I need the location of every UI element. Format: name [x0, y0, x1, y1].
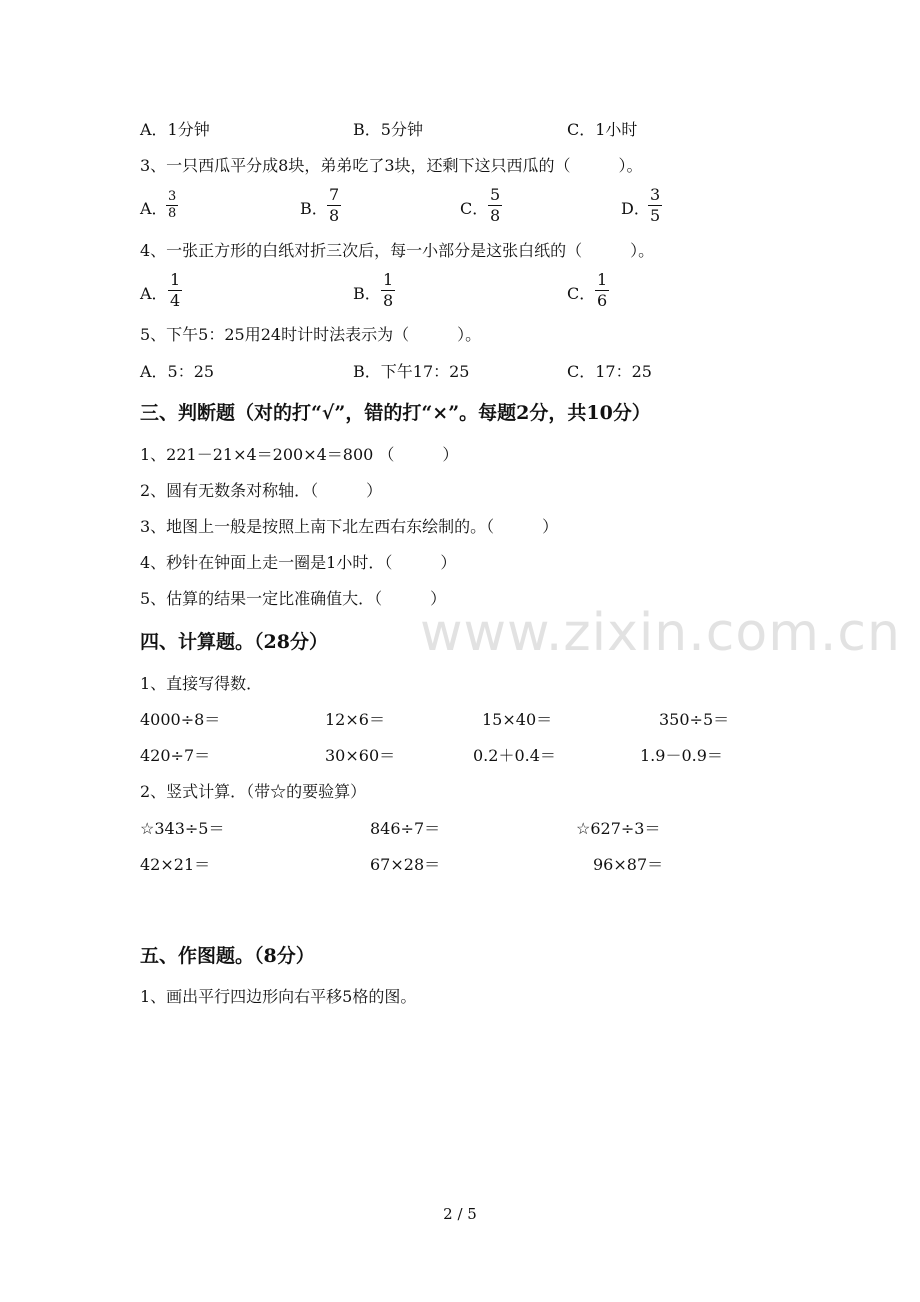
calc-r4-c3: 96×87＝ [593, 855, 664, 874]
section3-item-3: 3、地图上一般是按照上南下北左西右东绘制的。（ ） [140, 517, 559, 536]
section3-item-5: 5、估算的结果一定比准确值大．（ ） [140, 589, 447, 608]
q3-fraction-c [488, 186, 502, 225]
q4-label-a: A． [140, 284, 168, 303]
denominator: 4 [170, 291, 181, 310]
q3-fraction-a [166, 190, 178, 221]
q3-label-a: A． [140, 199, 168, 218]
calc-r3-c3: ☆627÷3＝ [576, 819, 661, 838]
denominator: 5 [650, 206, 661, 225]
q3-text: 3、一只西瓜平分成8块，弟弟吃了3块，还剩下这只西瓜的（ ）。 [140, 156, 643, 175]
calc-r1-c2: 12×6＝ [325, 710, 385, 729]
watermark: www.zixin.com.cn [420, 603, 901, 663]
q5-option-a: A．5：25 [140, 362, 215, 381]
denominator: 8 [329, 206, 340, 225]
calc-r2-c1: 420÷7＝ [140, 746, 211, 765]
section3-item-4: 4、秒针在钟面上走一圈是1小时．（ ） [140, 553, 457, 572]
q5-text: 5、下午5：25用24时计时法表示为（ ）。 [140, 325, 482, 344]
q3-fraction-b [327, 186, 341, 225]
numerator: 1 [383, 270, 394, 289]
calc-r3-c2: 846÷7＝ [370, 819, 441, 838]
calc-r2-c3: 0.2＋0.4＝ [473, 746, 556, 765]
numerator: 1 [597, 270, 608, 289]
denominator: 6 [597, 291, 608, 310]
calc-r3-c1: ☆343÷5＝ [140, 819, 225, 838]
numerator: 1 [170, 270, 181, 289]
calc-r2-c2: 30×60＝ [325, 746, 396, 765]
section3-title: 三、判断题（对的打“√”，错的打“×”。每题2分，共10分） [140, 402, 651, 424]
section3-item-1: 1、221－21×4＝200×4＝800 （ ） [140, 445, 459, 464]
q5-option-b: B．下午17：25 [353, 362, 470, 381]
q4-label-b: B． [353, 284, 381, 303]
numerator: 5 [490, 185, 501, 204]
section3-item-2: 2、圆有无数条对称轴．（ ） [140, 481, 383, 500]
q3-fraction-d [648, 186, 662, 225]
q3-label-d: D． [621, 199, 650, 218]
calc-r1-c3: 15×40＝ [482, 710, 553, 729]
calc-r1-c4: 350÷5＝ [659, 710, 730, 729]
section5-item-1: 1、画出平行四边形向右平移5格的图。 [140, 987, 417, 1006]
q3-label-b: B． [300, 199, 328, 218]
page-number: 2 / 5 [443, 1205, 477, 1223]
q4-text: 4、一张正方形的白纸对折三次后，每一小部分是这张白纸的（ ）。 [140, 241, 655, 260]
q2-option-a: A．1分钟 [140, 120, 210, 139]
calc-r1-c1: 4000÷8＝ [140, 710, 221, 729]
q2-option-c: C．1小时 [567, 120, 638, 139]
calc-r4-c2: 67×28＝ [370, 855, 441, 874]
numerator: 7 [329, 185, 340, 204]
q4-fraction-c [595, 271, 609, 310]
denominator: 8 [490, 206, 501, 225]
q4-label-c: C． [567, 284, 596, 303]
section4-title: 四、计算题。（28分） [140, 631, 328, 653]
q5-option-c: C．17：25 [567, 362, 652, 381]
q2-option-b: B．5分钟 [353, 120, 423, 139]
section4-sub1: 1、直接写得数． [140, 674, 263, 693]
q4-fraction-b [381, 271, 395, 310]
calc-r4-c1: 42×21＝ [140, 855, 211, 874]
denominator: 8 [383, 291, 394, 310]
calc-r2-c4: 1.9－0.9＝ [640, 746, 723, 765]
denominator: 8 [168, 206, 177, 221]
section4-sub2: 2、竖式计算．（带☆的要验算） [140, 782, 367, 801]
q3-label-c: C． [460, 199, 489, 218]
q4-fraction-a [168, 271, 182, 310]
section5-title: 五、作图题。（8分） [140, 945, 315, 967]
numerator: 3 [650, 185, 661, 204]
numerator: 3 [168, 189, 177, 204]
